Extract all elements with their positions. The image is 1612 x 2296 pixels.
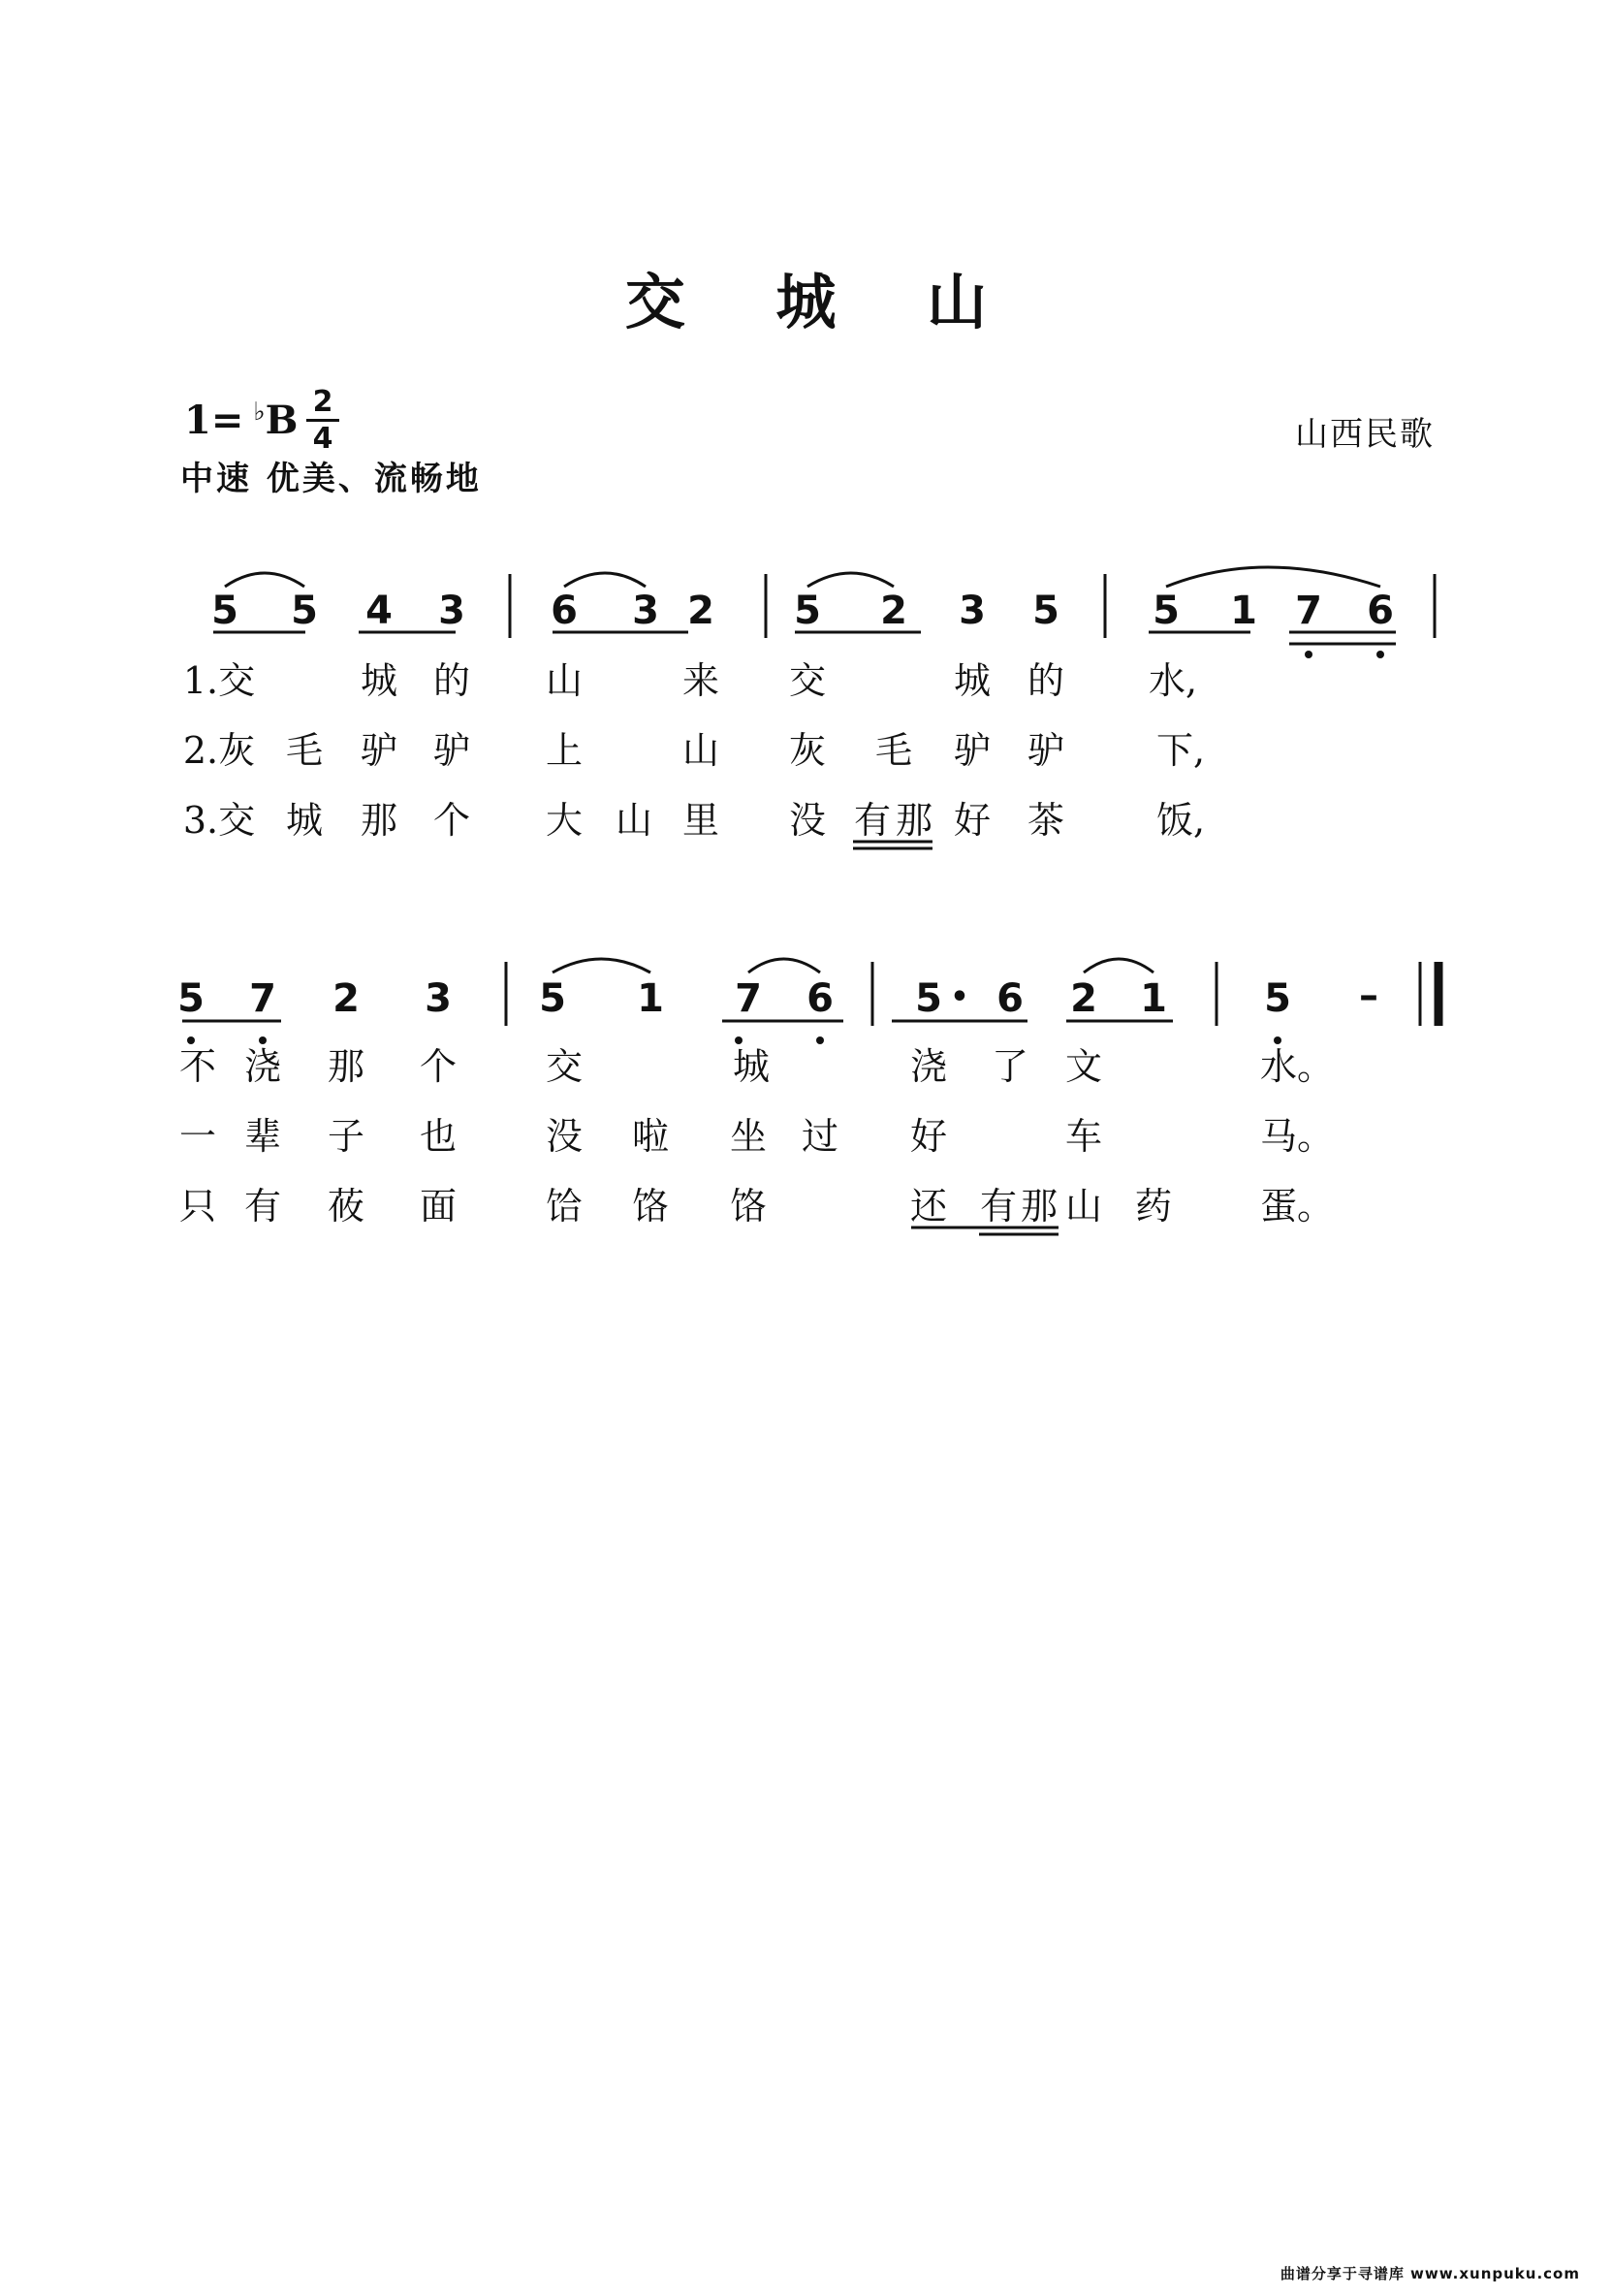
note: 2	[687, 589, 714, 633]
note: 5	[539, 976, 566, 1021]
note: 3	[425, 976, 452, 1021]
composer: 山西民歌	[1295, 415, 1435, 454]
lyric: 那	[895, 799, 933, 842]
lyric: 城	[285, 799, 324, 842]
note: 5	[1264, 976, 1291, 1021]
lyric: 药	[1134, 1185, 1173, 1228]
lyric: 没	[788, 799, 827, 842]
octave-dot	[1274, 1036, 1281, 1044]
lyric: 城	[360, 659, 398, 702]
lyric: 莜	[327, 1185, 365, 1228]
lyric: 驴	[1027, 729, 1065, 772]
lyric: 交	[545, 1045, 584, 1088]
note: 5	[1032, 589, 1059, 633]
note: 6	[996, 976, 1024, 1021]
lyric: 毛	[285, 729, 324, 772]
tempo-marking: 中速 优美、流畅地	[180, 460, 482, 498]
lyrics-line2	[179, 1045, 1334, 1228]
note: 2	[1070, 976, 1097, 1021]
lyric: 那	[327, 1045, 365, 1088]
octave-dot	[187, 1036, 195, 1044]
lyric: 的	[432, 659, 471, 702]
lyric: 里	[681, 799, 720, 842]
note: 1	[1230, 589, 1257, 633]
lyric: 山	[545, 659, 584, 702]
lyric: 有	[853, 799, 892, 842]
note: 6	[551, 589, 578, 633]
lyric: 只	[178, 1185, 217, 1228]
slur	[225, 573, 304, 587]
lyric: 城	[953, 659, 992, 702]
lyric: 那	[1020, 1185, 1059, 1228]
key-do: 1=	[184, 398, 244, 443]
lyric: 个	[419, 1045, 458, 1088]
note: 5	[211, 589, 238, 633]
lyric: 也	[419, 1115, 458, 1158]
slur	[748, 959, 820, 973]
flat-sign: ♭	[253, 398, 266, 427]
lyric: 马。	[1259, 1115, 1335, 1158]
lyrics-line1	[183, 659, 1205, 842]
octave-dot	[816, 1036, 824, 1044]
note: 6	[1367, 589, 1394, 633]
lyric: 的	[1027, 659, 1065, 702]
dash: –	[1359, 973, 1378, 1018]
octave-dot	[259, 1036, 267, 1044]
lyric: 驴	[953, 729, 992, 772]
lyric: 驴	[360, 729, 398, 772]
lyric: 还	[909, 1185, 948, 1228]
lyric: 不	[178, 1045, 217, 1088]
note: 5	[291, 589, 318, 633]
slur	[1084, 959, 1154, 973]
lyric: 了	[991, 1045, 1029, 1088]
lyric: 啦	[631, 1115, 670, 1158]
lyric: 饹	[631, 1185, 670, 1228]
note: 3	[959, 589, 986, 633]
note: 3	[438, 589, 465, 633]
lyric: 辈	[243, 1115, 282, 1158]
lyric: 浇	[909, 1045, 948, 1088]
lyric: 上	[545, 729, 584, 772]
slur	[807, 573, 894, 587]
lyric: 坐	[729, 1115, 768, 1158]
lyric: 面	[419, 1185, 458, 1228]
lyric: 有	[979, 1185, 1018, 1228]
lyric: 水。	[1259, 1045, 1335, 1088]
slur	[1166, 567, 1380, 587]
lyric: 文	[1064, 1045, 1103, 1088]
note: 3	[632, 589, 659, 633]
lyric: 饹	[729, 1185, 768, 1228]
lyric: 山	[615, 799, 653, 842]
lyric: 交	[788, 659, 827, 702]
lyric: 好	[909, 1115, 948, 1158]
note: 5	[915, 976, 942, 1021]
lower-octave-dots	[187, 651, 1384, 1044]
octave-dot	[1305, 651, 1312, 658]
notes-line1	[211, 589, 1394, 633]
note: 2	[332, 976, 360, 1021]
lyric: 蛋。	[1259, 1185, 1335, 1228]
lyric: 子	[327, 1115, 365, 1158]
time-top: 2	[312, 385, 333, 419]
notes-line2	[177, 973, 1378, 1021]
lyric: 毛	[874, 729, 913, 772]
lyric: 城	[732, 1045, 771, 1088]
lyric: 茶	[1027, 799, 1065, 842]
lyric: 一	[178, 1115, 217, 1158]
note: 4	[365, 589, 393, 633]
dot: •	[950, 980, 969, 1014]
lyric: 个	[432, 799, 471, 842]
lyric: 水,	[1148, 659, 1198, 702]
octave-dot	[735, 1036, 743, 1044]
lyric: 浇	[243, 1045, 282, 1088]
note: 7	[249, 976, 276, 1021]
lyric: 驴	[432, 729, 471, 772]
note: 7	[735, 976, 762, 1021]
time-bottom: 4	[312, 422, 333, 456]
note: 1	[1140, 976, 1167, 1021]
octave-dot	[1376, 651, 1384, 658]
note: 1	[637, 976, 664, 1021]
lyric: 来	[681, 659, 720, 702]
footer-credit: 曲谱分享于寻谱库 www.xunpuku.com	[1280, 2265, 1580, 2282]
slur	[564, 573, 646, 587]
lyric: 好	[953, 799, 992, 842]
lyric: 3.交	[182, 799, 256, 842]
lyric: 大	[545, 799, 584, 842]
note: 5	[1153, 589, 1180, 633]
lyric: 2.灰	[182, 729, 256, 772]
note: 2	[880, 589, 907, 633]
note: 5	[794, 589, 821, 633]
note: 5	[177, 976, 205, 1021]
lyric-underlines	[853, 842, 1059, 1234]
lyric: 饸	[545, 1185, 584, 1228]
slur	[553, 959, 650, 973]
lyric: 山	[1064, 1185, 1103, 1228]
lyric: 山	[681, 729, 720, 772]
lyric: 1.交	[182, 659, 256, 702]
lyric: 灰	[788, 729, 827, 772]
lyric: 那	[360, 799, 398, 842]
song-title: 交 城 山	[624, 267, 1023, 337]
lyric: 过	[801, 1115, 839, 1158]
key-note: B	[265, 398, 299, 443]
lyric: 没	[545, 1115, 584, 1158]
lyric: 有	[243, 1185, 282, 1228]
note: 6	[806, 976, 834, 1021]
lyric: 饭,	[1155, 799, 1206, 842]
note: 7	[1295, 589, 1322, 633]
lyric: 下,	[1155, 729, 1206, 772]
lyric: 车	[1064, 1115, 1103, 1158]
